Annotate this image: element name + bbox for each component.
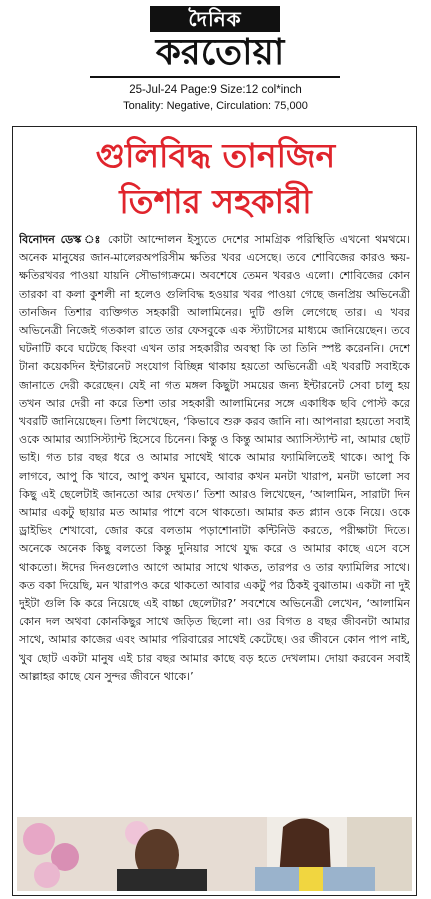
clip-info-line1: 25-Jul-24 Page:9 Size:12 col*inch	[129, 84, 302, 96]
newspaper-masthead	[0, 0, 431, 80]
clip-info-line2: Tonality: Negative, Circulation: 75,000	[123, 100, 308, 112]
headline-line-1: গুলিবিদ্ধ তানজিন	[95, 136, 336, 175]
photo-illustration	[17, 817, 412, 891]
article-clipping	[12, 126, 417, 896]
article-body-text: কোটা আন্দোলন ইস্যুতে দেশের সামগ্রিক পরিস্থিতি এখনো থমথমে। অনেক মানুষের জান-মালেরঅপরিসীম ক্ষতির খবর এসেছে। তবে শোবিজের কারও ক্ষয়-ক্ষতিরখবর পাওয়া যায়নি সৌভাগ্যক্রমে। অবশেষে তেমন খবরও এলো। শোবিজের কোন তারকা বা কলা কুশলী না হলেও গুলিবিদ্ধ হওয়ার খবর পাওয়া গেছে জনপ্রিয় অভিনেত্রী তানজিন তিশার ব্যক্তিগত সহকারী আলামিনের। দুটি গুলি লেগেছে তার। এ খবর অভিনেত্রী নিজেই গতকাল রাতে তার ফেসবুকে এক স্ট্যাটাসের মাধ্যমে জানিয়েছেন। তবে ঘটনাটি কবে ঘটেছে কিংবা এখন তার সহকারীর অবস্থা কি তা তিনি স্পষ্ট করেননি। দেশে টানা কয়েকদিন ইন্টারনেট সংযোগ বিচ্ছিন্ন থাকায় হয়তো অভিনেত্রী এই খবরটি সবাইকে জানাতে দেরী করেছেন। যেই না গত মঙ্গল কিছুটা সময়ের জন্য ইন্টারনেট সেবা চালু হয় তখন আর দেরী না করে তিশা তার সহকারী আলামিনের সঙ্গে একাধিক ছবি পোস্ট করে খবরটি জানিয়েছেন। তিশা লিখেছেন, ‘কিভাবে শুরু করব জানি না। আপনারা হয়তো সবাই ওকে আমার অ্যাসিস্ট্যান্ট হিসেবে চিনেন। কিন্তু ও কিন্তু আমার অ্যাসিস্ট্যান্ট না, আমার ছোট ভাই। গত চার বছর ধরে ও আমার সাথেই থাকে আমার ফ্যামিলিতেই থাকে। আপু কি লাগবে, আপু কি খাবে, আপু কখন ঘুমাবে, আবার কখন মনটা খারাপ, মনটা ভালো সব কিছু এই ছেলেটাই জানতো আর দেখত।’ তিশা আরও লিখেছেন, ‘আলামিন, সারাটা দিন আমার একটু ছায়ার মত আমার পাশে বসে থাকতো। আমার কত প্ল্যান ওকে নিয়ে। ওকে ড্রাইভিং শেখাবো, জোর করে বলতাম পড়াশোনাটা কন্টিনিউ করতে, পরীক্ষাটা দিতে। অনেকে অনেক কিছু বলতো কিন্তু দুনিয়ার সাথে যুদ্ধ করে ও আমার কাছে এসে বসে থাকতো। ঈদের দিনগুলোও আগে আমার সাথে থাকত, তারপর ও তার ফ্যামিলির সাথে। কত বকা দিয়েছি, মন খারাপও করে থাকতো আবার একটু পর ঠিকই বুঝাতাম। একটা না দুই দুইটা গুলি কি করে নিয়েছে এই বাচ্চা ছেলেটার?’ সবশেষে অভিনেত্রী লেখেন, ‘আলামিন কোন দল অথবা কোনকিছুর সাথে জড়িত ছিলো না। ওর বিগত ৪ বছর জীবনটা আমার সাথে, আমার কাজের এবং আমার পরিবারের সাথেই কেটেছে। ওর জীবনে কোন পাপ নাই, খুব ছোট একটা মানুষ এই চার বছর আমার কাছে বড় হতে দেখলাম। দোয়া করবেন সবাই আল্লাহর কাছে যেন সুন্দর জীবনে থাকে।’	[19, 233, 410, 683]
article-body	[19, 231, 410, 811]
masthead-title: করতোয়া	[155, 31, 285, 73]
dateline: বিনোদন ডেস্ক ঃ	[19, 233, 103, 246]
masthead-prefix: দৈনিক	[150, 6, 280, 32]
article-photo	[17, 817, 412, 891]
masthead-rule	[90, 76, 340, 78]
headline-line-2: তিশার সহকারী	[119, 182, 312, 221]
headline	[13, 133, 418, 225]
